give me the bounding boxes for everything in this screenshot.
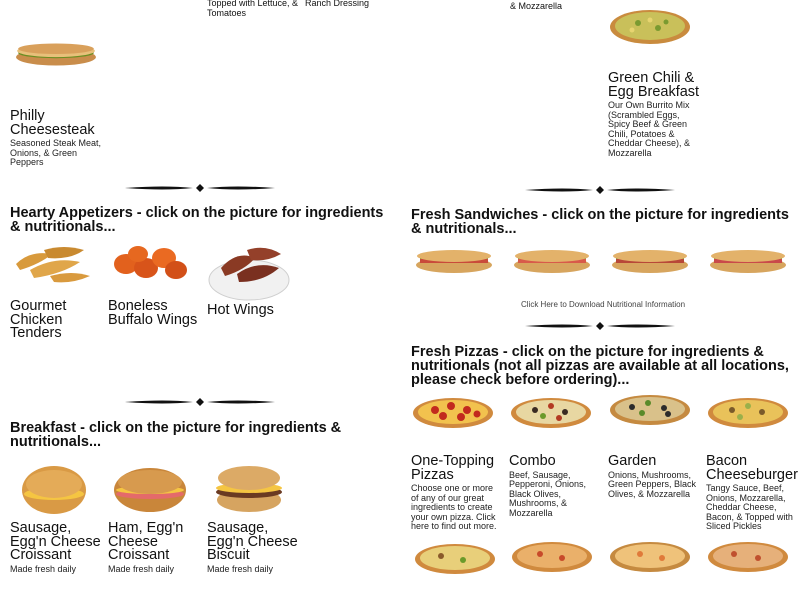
pizzas-heading: Fresh Pizzas - click on the picture for ingredients & nutritionals (not all pizzas are available at all locations, please check before ordering)... <box>411 344 789 388</box>
item-desc: Our Own Burrito Mix (Scrambled Eggs, Spicy Beef & Green Chili, Potatoes & Cheddar Cheese), & Mozzarella <box>608 100 691 158</box>
chicken-tenders-image[interactable] <box>10 240 94 288</box>
one-topping-pizza-image[interactable] <box>411 396 495 430</box>
sausage-croissant-image[interactable] <box>10 460 94 516</box>
item-name: Boneless Buffalo Wings <box>108 298 198 328</box>
top-fragment-mozzarella: & Mozzarella <box>510 1 563 11</box>
download-nutrition-link[interactable]: Click Here to Download Nutritional Information <box>521 300 686 309</box>
pizza-image-row2-2[interactable] <box>510 540 594 574</box>
item-desc: Onions, Mushrooms, Green Peppers, Black Olives, & Mozzarella <box>608 469 697 499</box>
item-desc: Tangy Sauce, Beef, Onions, Mozzarella, Cheddar Cheese, Bacon, & Topped with Sliced Pickles <box>706 483 793 531</box>
item-name: One-Topping Pizzas <box>411 453 495 483</box>
menu-item-sausage-biscuit[interactable] <box>207 460 299 574</box>
divider-ornament <box>525 185 675 195</box>
top-fragment-ranch: Ranch Dressing <box>305 0 370 8</box>
breakfast-heading: Breakfast - click on the picture for ingredients & nutritionals... <box>10 420 342 450</box>
item-name: Philly Cheesesteak <box>10 108 95 138</box>
pizza-image-row2-1[interactable] <box>413 542 497 576</box>
menu-item-sausage-croissant[interactable] <box>10 460 102 574</box>
bacon-cheeseburger-pizza-image[interactable] <box>706 396 790 430</box>
divider-ornament <box>525 321 675 331</box>
item-name: Garden <box>608 453 657 469</box>
item-desc: Seasoned Steak Meat, Onions, & Green Peppers <box>10 138 102 167</box>
top-fragment-desc <box>207 0 302 18</box>
appetizers-heading: Hearty Appetizers - click on the picture for ingredients & nutritionals... <box>10 205 384 235</box>
garden-pizza-image[interactable] <box>608 393 692 427</box>
sandwiches-heading: Fresh Sandwiches - click on the picture for ingredients & nutritionals... <box>411 207 789 237</box>
item-name: Bacon Cheeseburger <box>706 453 798 483</box>
sandwich-image-2[interactable] <box>512 247 592 275</box>
divider-ornament <box>125 397 275 407</box>
item-name: Green Chili & Egg Breakfast <box>608 70 700 100</box>
pizza-image-row2-4[interactable] <box>706 540 790 574</box>
item-name: Hot Wings <box>207 302 274 318</box>
menu-item-bacon-cheeseburger[interactable] <box>706 396 798 532</box>
item-desc: Made fresh daily <box>108 563 175 574</box>
sandwich-image-4[interactable] <box>708 247 788 275</box>
pizza-image-row2-3[interactable] <box>608 540 692 574</box>
menu-item-philly[interactable] <box>10 28 105 168</box>
philly-cheesesteak-image[interactable] <box>14 28 98 80</box>
divider-ornament <box>125 183 275 193</box>
menu-item-one-topping[interactable] <box>411 396 503 532</box>
buffalo-wings-image[interactable] <box>108 240 192 288</box>
menu-item-combo[interactable] <box>509 396 601 518</box>
menu-item-chicken-tenders[interactable] <box>10 240 102 341</box>
item-desc: Made fresh daily <box>207 563 274 574</box>
sandwich-image-3[interactable] <box>610 247 690 275</box>
sausage-biscuit-image[interactable] <box>207 460 291 516</box>
item-name: Sausage, Egg'n Cheese Biscuit <box>207 520 298 563</box>
item-name: Ham, Egg'n Cheese Croissant <box>108 520 184 563</box>
sandwich-image-1[interactable] <box>414 247 494 275</box>
item-name: Gourmet Chicken Tenders <box>10 298 67 341</box>
green-chili-pizza-image[interactable] <box>608 8 692 46</box>
menu-item-green-chili[interactable] <box>608 8 703 158</box>
item-desc: Beef, Sausage, Pepperoni, Onions, Black Olives, Mushrooms, & Mozzarella <box>509 469 587 518</box>
menu-item-ham-croissant[interactable] <box>108 460 200 574</box>
item-name: Sausage, Egg'n Cheese Croissant <box>10 520 101 563</box>
hot-wings-image[interactable] <box>207 240 291 304</box>
menu-item-buffalo-wings[interactable] <box>108 240 200 327</box>
item-name: Combo <box>509 453 556 469</box>
fragment-text-1: Topped with Lettuce, & <box>207 0 299 8</box>
item-desc: Choose one or more of any of our great ingredients to create your own pizza. Click here to find out more. <box>411 483 497 531</box>
item-desc: Made fresh daily <box>10 563 77 574</box>
menu-item-garden[interactable] <box>608 393 700 499</box>
ham-croissant-image[interactable] <box>108 460 192 516</box>
combo-pizza-image[interactable] <box>509 396 593 430</box>
download-link-clip <box>521 292 691 309</box>
fragment-text-2: Tomatoes <box>207 7 247 18</box>
menu-item-hot-wings[interactable] <box>207 240 299 318</box>
